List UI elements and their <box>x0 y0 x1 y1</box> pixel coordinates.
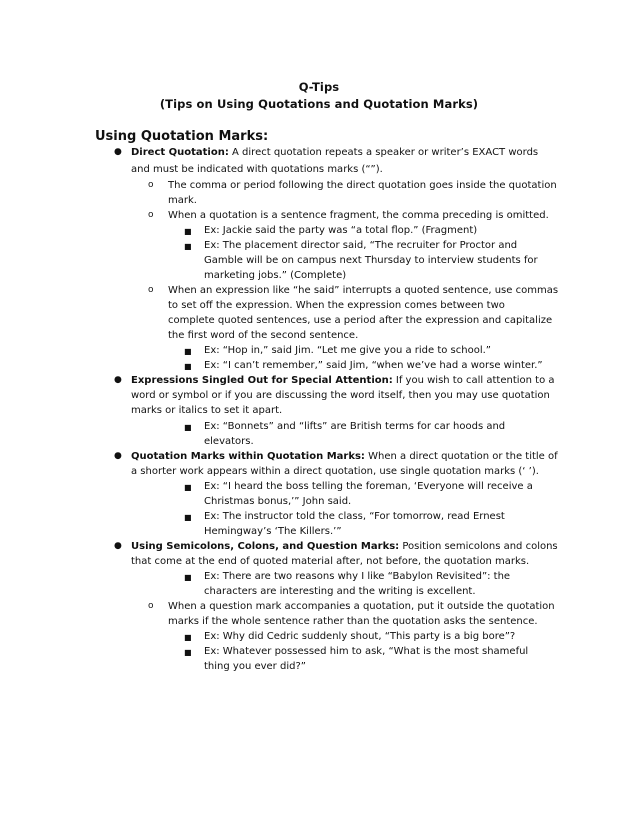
bullet-marker: ● <box>114 451 122 461</box>
text-line: mark. <box>168 195 197 206</box>
square-marker: ■ <box>184 513 192 522</box>
text-line: Gamble will be on campus next Thursday to interview students for <box>204 255 538 266</box>
document-title: Q-Tips <box>298 80 340 94</box>
circle-marker: o <box>148 601 154 611</box>
text-line: The comma or period following the direct quotation goes inside the quotation <box>168 180 557 191</box>
text-line: Ex: The instructor told the class, “For tomorrow, read Ernest <box>204 511 505 522</box>
text-line: Ex: There are two reasons why I like “Babylon Revisited”: the <box>204 571 511 582</box>
text-line: marketing jobs.” (Complete) <box>204 270 347 281</box>
text-line: Ex: “Hop in,” said Jim. “Let me give you a ride to school.” <box>204 345 491 356</box>
text-line: to set off the expression. When the expression comes between two <box>168 300 505 311</box>
text-line: When an expression like “he said” interrupts a quoted sentence, use commas <box>168 285 559 296</box>
text-line: marks if the whole sentence rather than the quotation asks the sentence. <box>168 616 538 627</box>
text-line: that come at the end of quoted material after, not before, the quotation marks. <box>131 556 530 567</box>
text-run: A direct quotation repeats a speaker or writer’s EXACT words <box>228 147 539 158</box>
term-label: Using Semicolons, Colons, and Question Marks: <box>131 541 400 552</box>
square-marker: ■ <box>184 573 192 582</box>
text-line: Ex: “Bonnets” and “lifts” are British terms for car hoods and <box>204 421 506 432</box>
text-line: complete quoted sentences, use a period after the expression and capitalize <box>168 315 553 326</box>
text-line: elevators. <box>204 436 254 447</box>
bullet-marker: ● <box>114 541 122 551</box>
text-line: the first word of the second sentence. <box>168 330 359 341</box>
square-marker: ■ <box>184 242 192 251</box>
term-label: Direct Quotation: <box>131 147 229 158</box>
square-marker: ■ <box>184 227 192 236</box>
circle-marker: o <box>148 285 154 295</box>
square-marker: ■ <box>184 362 192 371</box>
circle-marker: o <box>148 210 154 220</box>
term-label: Quotation Marks within Quotation Marks: <box>131 451 365 462</box>
square-marker: ■ <box>184 483 192 492</box>
text-line: characters are interesting and the writing is excellent. <box>204 586 476 597</box>
text-line: Ex: “I heard the boss telling the foreman, ‘Everyone will receive a <box>204 481 533 492</box>
bullet-marker: ● <box>114 147 122 157</box>
text-line: Ex: Why did Cedric suddenly shout, “This party is a big bore”? <box>204 631 516 642</box>
text-line: Ex: Jackie said the party was “a total flop.” (Fragment) <box>204 225 478 236</box>
document-subtitle: (Tips on Using Quotations and Quotation Marks) <box>159 97 479 111</box>
text-run: When a direct quotation or the title of <box>364 451 558 462</box>
section-heading: Using Quotation Marks: <box>95 129 269 144</box>
text-line: marks or italics to set it apart. <box>131 405 283 416</box>
text-line: When a question mark accompanies a quotation, put it outside the quotation <box>168 601 555 612</box>
text-line: When a quotation is a sentence fragment, the comma preceding is omitted. <box>168 210 549 221</box>
square-marker: ■ <box>184 633 192 642</box>
text-line <box>131 450 558 463</box>
term-label: Expressions Singled Out for Special Attention: <box>131 375 393 386</box>
text-line: Ex: The placement director said, “The recruiter for Proctor and <box>204 240 518 251</box>
circle-marker: o <box>148 180 154 190</box>
text-line: a shorter work appears within a direct quotation, use single quotation marks (‘ ’). <box>131 466 539 477</box>
text-line: and must be indicated with quotations marks (“”). <box>131 164 383 175</box>
text-line: Ex: “I can’t remember,” said Jim, “when we’ve had a worse winter.” <box>204 360 543 371</box>
text-run: If you wish to call attention to a <box>392 375 555 386</box>
text-line <box>131 374 555 387</box>
text-run: Position semicolons and colons <box>399 541 558 552</box>
text-line: word or symbol or if you are discussing the word itself, then you may use quotation <box>131 390 550 401</box>
square-marker: ■ <box>184 347 192 356</box>
bullet-marker: ● <box>114 375 122 385</box>
text-line <box>131 540 558 553</box>
text-line: Ex: Whatever possessed him to ask, “What is the most shameful <box>204 646 529 657</box>
square-marker: ■ <box>184 648 192 657</box>
text-line: Hemingway’s ‘The Killers.’” <box>204 526 342 537</box>
text-line: Christmas bonus,’” John said. <box>204 496 352 507</box>
text-line: thing you ever did?” <box>204 661 306 672</box>
text-line <box>131 146 538 159</box>
square-marker: ■ <box>184 423 192 432</box>
